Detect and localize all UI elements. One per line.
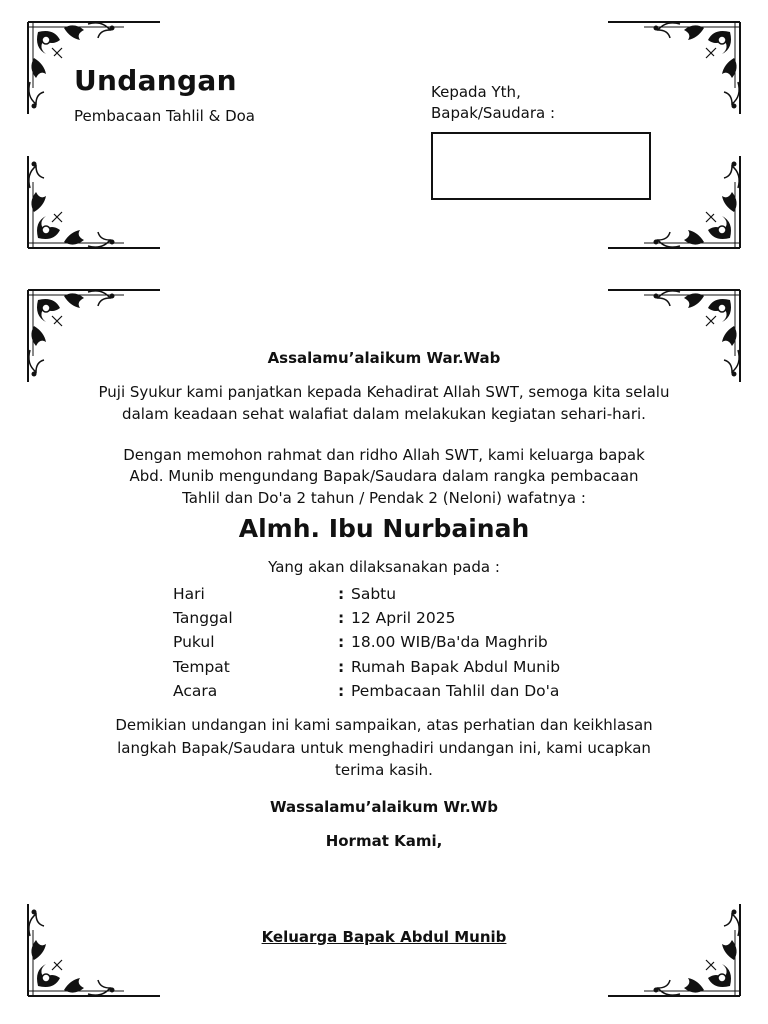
signature <box>60 926 708 948</box>
paragraph-line: Tahlil dan Do'a 2 tahun / Pendak 2 (Neloni) wafatnya : <box>182 489 586 507</box>
paragraph-line: Dengan memohon rahmat dan ridho Allah SWT, kami keluarga bapak <box>123 446 645 464</box>
detail-row-place <box>173 658 673 682</box>
recipient-label: Bapak/Saudara : <box>431 104 556 122</box>
detail-value: Pembacaan Tahlil dan Do'a <box>351 682 560 700</box>
closing-line: langkah Bapak/Saudara untuk menghadiri undangan ini, kami ucapkan <box>117 739 651 757</box>
detail-row-day <box>173 585 673 609</box>
detail-value: Rumah Bapak Abdul Munib <box>351 658 561 676</box>
floral-corner-ornament-icon <box>24 286 164 386</box>
detail-label: Acara <box>173 682 218 700</box>
floral-corner-ornament-icon <box>24 900 164 1000</box>
detail-colon: : <box>338 633 345 651</box>
invitation-title: Undangan <box>74 64 237 97</box>
floral-corner-ornament-icon <box>604 286 744 386</box>
detail-label: Pukul <box>173 633 215 651</box>
detail-label: Tempat <box>173 658 230 676</box>
detail-colon: : <box>338 609 345 627</box>
opening-greeting: Assalamu’alaikum War.Wab <box>267 349 501 367</box>
regards: Hormat Kami, <box>325 832 443 850</box>
detail-value: Sabtu <box>351 585 397 603</box>
signature-name: Keluarga Bapak Abdul Munib <box>261 928 507 946</box>
detail-colon: : <box>338 585 345 603</box>
details-intro: Yang akan dilaksanakan pada : <box>268 558 500 576</box>
floral-corner-ornament-icon <box>604 18 744 118</box>
detail-row-date <box>173 609 673 633</box>
detail-colon: : <box>338 658 345 676</box>
paragraph-line: Abd. Munib mengundang Bapak/Saudara dalam rangka pembacaan <box>129 467 639 485</box>
recipient-greeting: Kepada Yth, <box>431 83 521 101</box>
closing-line: terima kasih. <box>335 761 433 779</box>
floral-corner-ornament-icon <box>604 900 744 1000</box>
paragraph-line: dalam keadaan sehat walafiat dalam melakukan kegiatan sehari-hari. <box>122 405 646 423</box>
farewell-greeting: Wassalamu’alaikum Wr.Wb <box>270 798 498 816</box>
paragraph-line: Puji Syukur kami panjatkan kepada Kehadirat Allah SWT, semoga kita selalu <box>98 383 670 401</box>
closing-line: Demikian undangan ini kami sampaikan, atas perhatian dan keikhlasan <box>115 716 653 734</box>
invitation-subtitle: Pembacaan Tahlil & Doa <box>74 107 256 125</box>
deceased-name: Almh. Ibu Nurbainah <box>238 514 530 543</box>
detail-row-time <box>173 633 673 657</box>
detail-label: Hari <box>173 585 205 603</box>
detail-value: 18.00 WIB/Ba'da Maghrib <box>351 633 548 651</box>
detail-label: Tanggal <box>173 609 233 627</box>
detail-value: 12 April 2025 <box>351 609 456 627</box>
detail-colon: : <box>338 682 345 700</box>
recipient-name-box <box>431 132 651 200</box>
floral-corner-ornament-icon <box>24 152 164 252</box>
detail-row-event <box>173 682 673 706</box>
